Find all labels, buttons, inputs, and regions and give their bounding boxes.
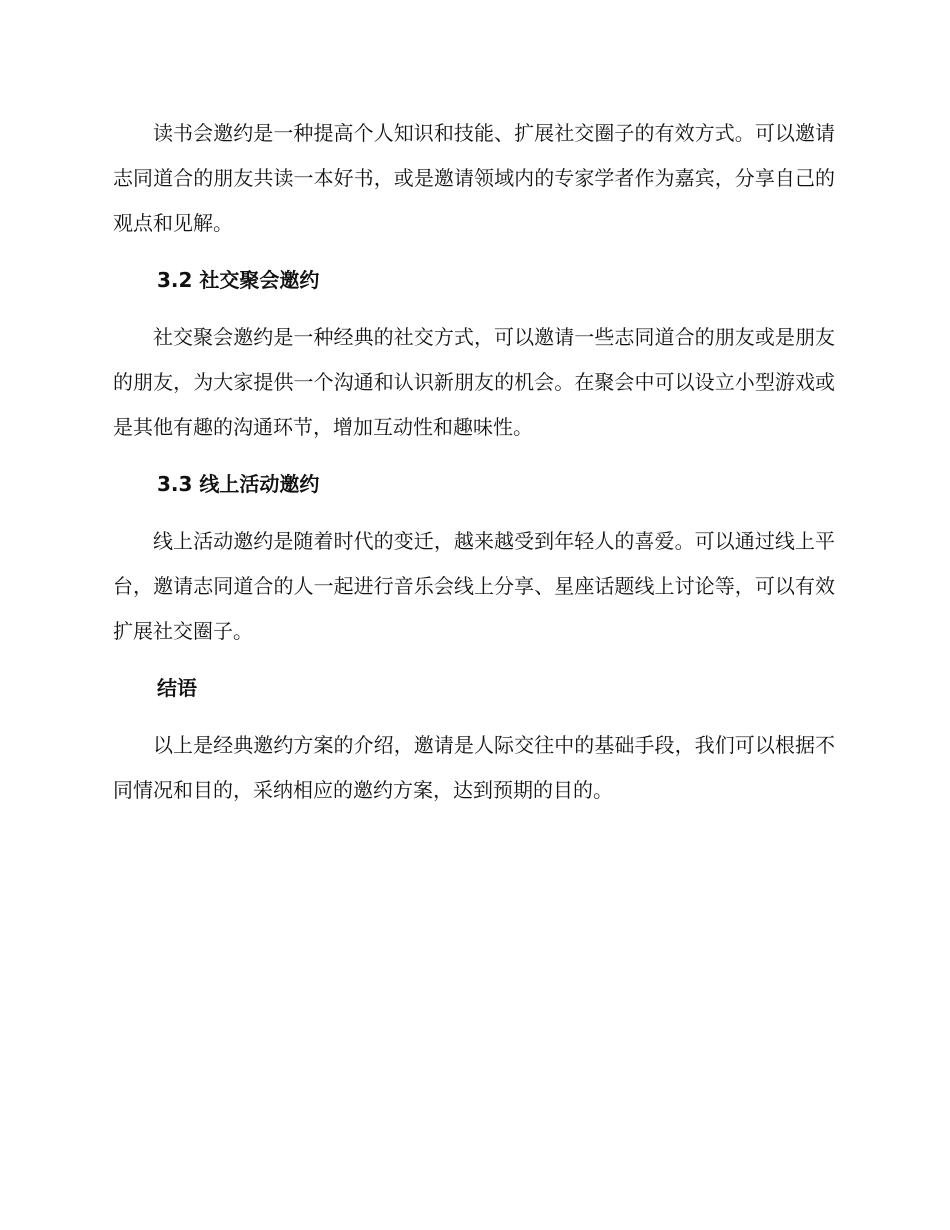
paragraph-social-gathering: 社交聚会邀约是一种经典的社交方式，可以邀请一些志同道合的朋友或是朋友的朋友，为大家提供一个沟通和认识新朋友的机会。在聚会中可以设立小型游戏或是其他有趣的沟通环节，增加互动性和趣味性。 [113, 325, 835, 439]
section-heading-3-3: 3.3 线上活动邀约 [157, 472, 320, 496]
paragraph-online-activity: 线上活动邀约是随着时代的变迁，越来越受到年轻人的喜爱。可以通过线上平台，邀请志同道合的人一起进行音乐会线上分享、星座话题线上讨论等，可以有效扩展社交圈子。 [113, 529, 835, 643]
paragraph-conclusion: 以上是经典邀约方案的介绍，邀请是人际交往中的基础手段，我们可以根据不同情况和目的，采纳相应的邀约方案，达到预期的目的。 [113, 733, 835, 802]
section-heading-3-2: 3.2 社交聚会邀约 [157, 268, 320, 292]
section-heading-conclusion: 结语 [157, 676, 197, 700]
paragraph-reading-club: 读书会邀约是一种提高个人知识和技能、扩展社交圈子的有效方式。可以邀请志同道合的朋友共读一本好书，或是邀请领域内的专家学者作为嘉宾，分享自己的观点和见解。 [113, 121, 835, 235]
document-body [113, 111, 835, 813]
